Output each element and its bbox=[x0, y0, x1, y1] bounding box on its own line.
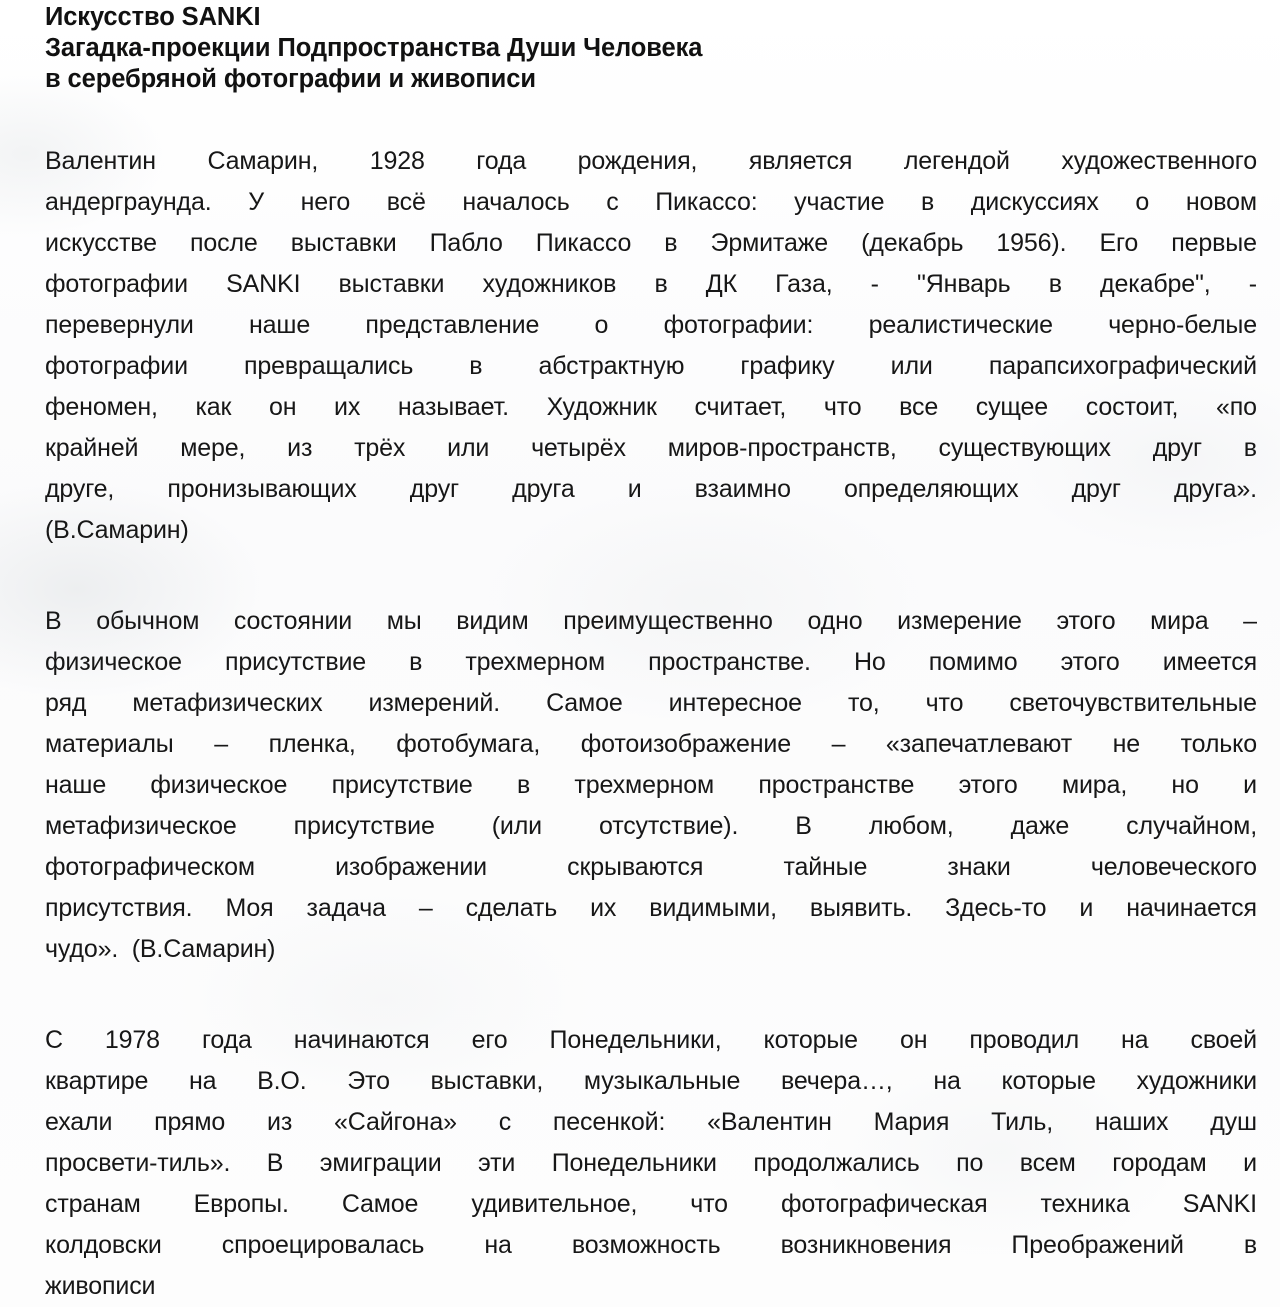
word: Преображений bbox=[1011, 1231, 1184, 1259]
word: Европы. bbox=[193, 1190, 289, 1218]
word: – bbox=[1243, 607, 1257, 635]
title-line-3: в серебряной фотографии и живописи bbox=[45, 65, 536, 93]
word: их bbox=[590, 894, 617, 922]
word: физическое bbox=[150, 771, 288, 799]
word: Но bbox=[853, 648, 886, 676]
word: Здесь-то bbox=[945, 894, 1047, 922]
word: физическое bbox=[45, 648, 182, 676]
word: художественного bbox=[1061, 147, 1257, 175]
paragraph-1-line-9 bbox=[45, 469, 1257, 510]
word: называет. bbox=[397, 393, 509, 421]
word: этого bbox=[958, 771, 1018, 799]
word: - bbox=[870, 270, 879, 298]
word: искусстве bbox=[45, 229, 157, 257]
word: фотографическом bbox=[45, 853, 255, 881]
word: помимо bbox=[928, 648, 1018, 676]
word: года bbox=[476, 147, 527, 175]
word: фотоизображение bbox=[580, 730, 791, 758]
word: фотобумага, bbox=[396, 730, 541, 758]
word: фотографии: bbox=[663, 311, 814, 339]
paragraph-3 bbox=[45, 1020, 1257, 1307]
word: их bbox=[334, 393, 361, 421]
word: SANKI bbox=[226, 270, 301, 298]
word: Эрмитаже bbox=[710, 229, 829, 257]
paragraph-3-line-5 bbox=[45, 1184, 1257, 1225]
word: отсутствие). bbox=[598, 812, 739, 840]
paragraph-3-line-2 bbox=[45, 1061, 1257, 1102]
word: он bbox=[899, 1026, 928, 1054]
word: друга». bbox=[1173, 475, 1257, 503]
word: Это bbox=[347, 1067, 390, 1095]
word: тайные bbox=[783, 853, 868, 881]
document-content-column bbox=[45, 0, 1257, 1307]
word: художников bbox=[482, 270, 617, 298]
word: его bbox=[471, 1026, 508, 1054]
paragraph-1-line-1 bbox=[45, 141, 1257, 182]
word: душ bbox=[1210, 1108, 1257, 1136]
paragraph-2-line-6 bbox=[45, 806, 1257, 847]
word: эти bbox=[478, 1149, 516, 1177]
word: как bbox=[195, 393, 232, 421]
word: реалистические bbox=[868, 311, 1053, 339]
word: (декабрь bbox=[861, 229, 964, 257]
paragraph-2-line-1 bbox=[45, 601, 1257, 642]
word: пространстве. bbox=[648, 648, 811, 676]
word: человеческого bbox=[1090, 853, 1257, 881]
word: - bbox=[1248, 270, 1257, 298]
word: изображении bbox=[335, 853, 487, 881]
word: наше bbox=[249, 311, 311, 339]
word: в bbox=[920, 188, 935, 216]
word: друг bbox=[409, 475, 460, 503]
word: просвети-тиль». bbox=[45, 1149, 231, 1177]
word: Понедельники bbox=[551, 1149, 717, 1177]
word: графику bbox=[740, 352, 835, 380]
word: продолжались bbox=[753, 1149, 920, 1177]
word: всем bbox=[1019, 1149, 1076, 1177]
word: мы bbox=[386, 607, 422, 635]
word: этого bbox=[1056, 607, 1116, 635]
word: рождения, bbox=[577, 147, 698, 175]
word: преимущественно bbox=[563, 607, 773, 635]
word: обычном bbox=[96, 607, 200, 635]
word: черно-белые bbox=[1108, 311, 1257, 339]
word: друг bbox=[1071, 475, 1121, 503]
word: Самарин, bbox=[207, 147, 319, 175]
word: в bbox=[516, 771, 531, 799]
word: феномен, bbox=[45, 393, 158, 421]
word: светочувствительные bbox=[1009, 689, 1257, 717]
word: после bbox=[189, 229, 258, 257]
word: фотографическая bbox=[780, 1190, 988, 1218]
paragraph-2-line-4 bbox=[45, 724, 1257, 765]
word: по bbox=[956, 1149, 984, 1177]
word: одно bbox=[807, 607, 863, 635]
word: Пикассо: bbox=[655, 188, 758, 216]
paragraph-3-line-3 bbox=[45, 1102, 1257, 1143]
word: Мария bbox=[873, 1108, 950, 1136]
word: Валентин bbox=[45, 147, 156, 175]
word: четырёх bbox=[531, 434, 626, 462]
word: музыкальные bbox=[583, 1067, 741, 1095]
paragraph-3-line-7-truncated: живописи bbox=[45, 1272, 156, 1300]
word: присутствие bbox=[293, 812, 435, 840]
word: которые bbox=[763, 1026, 858, 1054]
word: или bbox=[447, 434, 490, 462]
word: друг bbox=[1152, 434, 1202, 462]
word: «Валентин bbox=[707, 1108, 832, 1136]
word: и bbox=[1243, 1149, 1257, 1177]
word: в bbox=[469, 352, 483, 380]
word: начинается bbox=[1126, 894, 1257, 922]
paragraph-2 bbox=[45, 601, 1257, 970]
word: трёх bbox=[354, 434, 406, 462]
word: скрываются bbox=[567, 853, 704, 881]
word: метафизических bbox=[132, 689, 323, 717]
word: проводил bbox=[969, 1026, 1080, 1054]
word: что bbox=[925, 689, 964, 717]
word: определяющих bbox=[843, 475, 1019, 503]
word: видимыми, bbox=[649, 894, 777, 922]
word: наших bbox=[1094, 1108, 1169, 1136]
word: странам bbox=[45, 1190, 141, 1218]
word: задача bbox=[306, 894, 386, 922]
word: из bbox=[267, 1108, 293, 1136]
word: в bbox=[1243, 434, 1257, 462]
word: вечера…, bbox=[781, 1067, 893, 1095]
word: мира bbox=[1150, 607, 1209, 635]
word: «по bbox=[1215, 393, 1257, 421]
word: что bbox=[690, 1190, 728, 1218]
word: в bbox=[1243, 1231, 1257, 1259]
word: Пабло bbox=[429, 229, 503, 257]
word: прямо bbox=[154, 1108, 226, 1136]
paragraph-2-line-5 bbox=[45, 765, 1257, 806]
word: присутствие bbox=[331, 771, 473, 799]
word: метафизическое bbox=[45, 812, 237, 840]
word: 1978 bbox=[104, 1026, 160, 1054]
word: на bbox=[933, 1067, 961, 1095]
word: не bbox=[1112, 730, 1141, 758]
word: и bbox=[1079, 894, 1094, 922]
word: первые bbox=[1171, 229, 1257, 257]
word: и bbox=[1243, 771, 1257, 799]
word: колдовски bbox=[45, 1231, 162, 1259]
word: перевернули bbox=[45, 311, 194, 339]
paragraph-1-line-3 bbox=[45, 223, 1257, 264]
word: ехали bbox=[45, 1108, 113, 1136]
word: С bbox=[45, 1026, 63, 1054]
paragraph-3-line-6 bbox=[45, 1225, 1257, 1266]
word: участие bbox=[794, 188, 885, 216]
word: Понедельники, bbox=[549, 1026, 722, 1054]
word: видим bbox=[456, 607, 529, 635]
word: случайном, bbox=[1126, 812, 1257, 840]
word: представление bbox=[365, 311, 540, 339]
word: У bbox=[248, 188, 264, 216]
word: (или bbox=[491, 812, 542, 840]
word: техника bbox=[1040, 1190, 1130, 1218]
paragraph-3-line-1 bbox=[45, 1020, 1257, 1061]
word: состоит, bbox=[1085, 393, 1179, 421]
word: которые bbox=[1001, 1067, 1096, 1095]
word: этого bbox=[1060, 648, 1120, 676]
word: – bbox=[418, 894, 433, 922]
word: с bbox=[606, 188, 619, 216]
word: легендой bbox=[903, 147, 1010, 175]
word: на bbox=[484, 1231, 512, 1259]
word: он bbox=[268, 393, 297, 421]
word: измерение bbox=[897, 607, 1022, 635]
paragraph-1-line-6 bbox=[45, 346, 1257, 387]
word: абстрактную bbox=[538, 352, 685, 380]
word: наше bbox=[45, 771, 107, 799]
paragraph-2-line-8 bbox=[45, 888, 1257, 929]
word: мере, bbox=[180, 434, 246, 462]
word: но bbox=[1171, 771, 1199, 799]
word: «Сайгона» bbox=[334, 1108, 457, 1136]
word: и bbox=[627, 475, 642, 503]
paragraph-2-line-7 bbox=[45, 847, 1257, 888]
word: Пикассо bbox=[535, 229, 632, 257]
word: только bbox=[1180, 730, 1257, 758]
word: с bbox=[498, 1108, 512, 1136]
word: пространстве bbox=[758, 771, 915, 799]
word: сущее bbox=[975, 393, 1049, 421]
title-line-2: Загадка-проекции Подпространства Души Человека bbox=[45, 34, 703, 62]
word: выставки bbox=[338, 270, 445, 298]
word: городам bbox=[1112, 1149, 1207, 1177]
word: даже bbox=[1010, 812, 1070, 840]
word: В bbox=[795, 812, 812, 840]
word: друга bbox=[512, 475, 575, 503]
word: 1928 bbox=[369, 147, 425, 175]
word: возникновения bbox=[780, 1231, 952, 1259]
word: Моя bbox=[225, 894, 274, 922]
word: всё bbox=[386, 188, 426, 216]
word: пронизывающих bbox=[167, 475, 357, 503]
word: началось bbox=[462, 188, 570, 216]
word: присутствие bbox=[225, 648, 367, 676]
word: о bbox=[1135, 188, 1150, 216]
word: выявить. bbox=[809, 894, 913, 922]
word: удивительное, bbox=[471, 1190, 638, 1218]
paragraph-1-attribution: (В.Самарин) bbox=[45, 516, 189, 544]
word: в bbox=[664, 229, 678, 257]
word: фотографии bbox=[45, 270, 188, 298]
paragraph-1 bbox=[45, 141, 1257, 551]
word: присутствия. bbox=[45, 894, 193, 922]
word: эмиграции bbox=[319, 1149, 442, 1177]
paragraph-1-line-7 bbox=[45, 387, 1257, 428]
word: выставки, bbox=[430, 1067, 544, 1095]
word: на bbox=[1121, 1026, 1149, 1054]
word: 1956). bbox=[996, 229, 1067, 257]
paragraph-1-line-5 bbox=[45, 305, 1257, 346]
word: состоянии bbox=[233, 607, 353, 635]
word: материалы bbox=[45, 730, 174, 758]
word: существующих bbox=[938, 434, 1111, 462]
word: Самое bbox=[546, 689, 623, 717]
word: – bbox=[831, 730, 846, 758]
document-title-block bbox=[45, 0, 1257, 95]
word: квартире bbox=[45, 1067, 149, 1095]
word: друге, bbox=[45, 475, 115, 503]
word: в bbox=[654, 270, 668, 298]
word: Самое bbox=[341, 1190, 419, 1218]
word: художники bbox=[1136, 1067, 1257, 1095]
word: измерений. bbox=[368, 689, 501, 717]
paragraph-1-line-2 bbox=[45, 182, 1257, 223]
word: на bbox=[188, 1067, 217, 1095]
word: взаимно bbox=[694, 475, 791, 503]
word: что bbox=[823, 393, 862, 421]
word: своей bbox=[1190, 1026, 1257, 1054]
word: знаки bbox=[947, 853, 1011, 881]
word: является bbox=[748, 147, 853, 175]
word: превращались bbox=[244, 352, 414, 380]
word: любом, bbox=[868, 812, 954, 840]
word: считает, bbox=[694, 393, 787, 421]
word: декабре", bbox=[1100, 270, 1211, 298]
word: него bbox=[300, 188, 351, 216]
word: парапсихографический bbox=[988, 352, 1257, 380]
word: ряд bbox=[45, 689, 87, 717]
word: В.О. bbox=[257, 1067, 307, 1095]
document-body bbox=[45, 141, 1257, 1307]
word: фотографии bbox=[45, 352, 188, 380]
word: «запечатлевают bbox=[885, 730, 1073, 758]
word: в bbox=[409, 648, 423, 676]
word: о bbox=[594, 311, 609, 339]
word: крайней bbox=[45, 434, 139, 462]
title-line-1: Искусство SANKI bbox=[45, 3, 261, 31]
word: имеется bbox=[1162, 648, 1257, 676]
word: песенкой: bbox=[552, 1108, 666, 1136]
word: возможность bbox=[571, 1231, 721, 1259]
word: то, bbox=[848, 689, 880, 717]
paragraph-2-line-3 bbox=[45, 683, 1257, 724]
word: дискуссиях bbox=[970, 188, 1099, 216]
word: В bbox=[45, 607, 62, 635]
word: года bbox=[201, 1026, 252, 1054]
word: Его bbox=[1099, 229, 1139, 257]
word: SANKI bbox=[1182, 1190, 1257, 1218]
paragraph-1-line-8 bbox=[45, 428, 1257, 469]
word: андерграунда. bbox=[45, 188, 212, 216]
word: Газа, bbox=[775, 270, 833, 298]
paragraph-2-attribution: чудо». (В.Самарин) bbox=[45, 935, 276, 963]
word: В bbox=[266, 1149, 284, 1177]
word: миров-пространств, bbox=[667, 434, 897, 462]
word: Тиль, bbox=[991, 1108, 1054, 1136]
word: новом bbox=[1185, 188, 1257, 216]
word: мира, bbox=[1061, 771, 1128, 799]
paragraph-2-line-2 bbox=[45, 642, 1257, 683]
word: пленка, bbox=[268, 730, 356, 758]
word: в bbox=[1048, 270, 1062, 298]
word: Художник bbox=[546, 393, 657, 421]
paragraph-3-line-4 bbox=[45, 1143, 1257, 1184]
word: спроецировалась bbox=[221, 1231, 425, 1259]
word: начинаются bbox=[293, 1026, 430, 1054]
word: "Январь bbox=[917, 270, 1011, 298]
word: ДК bbox=[705, 270, 737, 298]
word: – bbox=[214, 730, 228, 758]
word: трехмерном bbox=[574, 771, 715, 799]
word: выставки bbox=[290, 229, 397, 257]
word: или bbox=[890, 352, 933, 380]
word: сделать bbox=[465, 894, 558, 922]
word: трехмерном bbox=[465, 648, 605, 676]
word: все bbox=[899, 393, 939, 421]
paragraph-1-line-4 bbox=[45, 264, 1257, 305]
word: из bbox=[287, 434, 313, 462]
word: интересное bbox=[668, 689, 802, 717]
